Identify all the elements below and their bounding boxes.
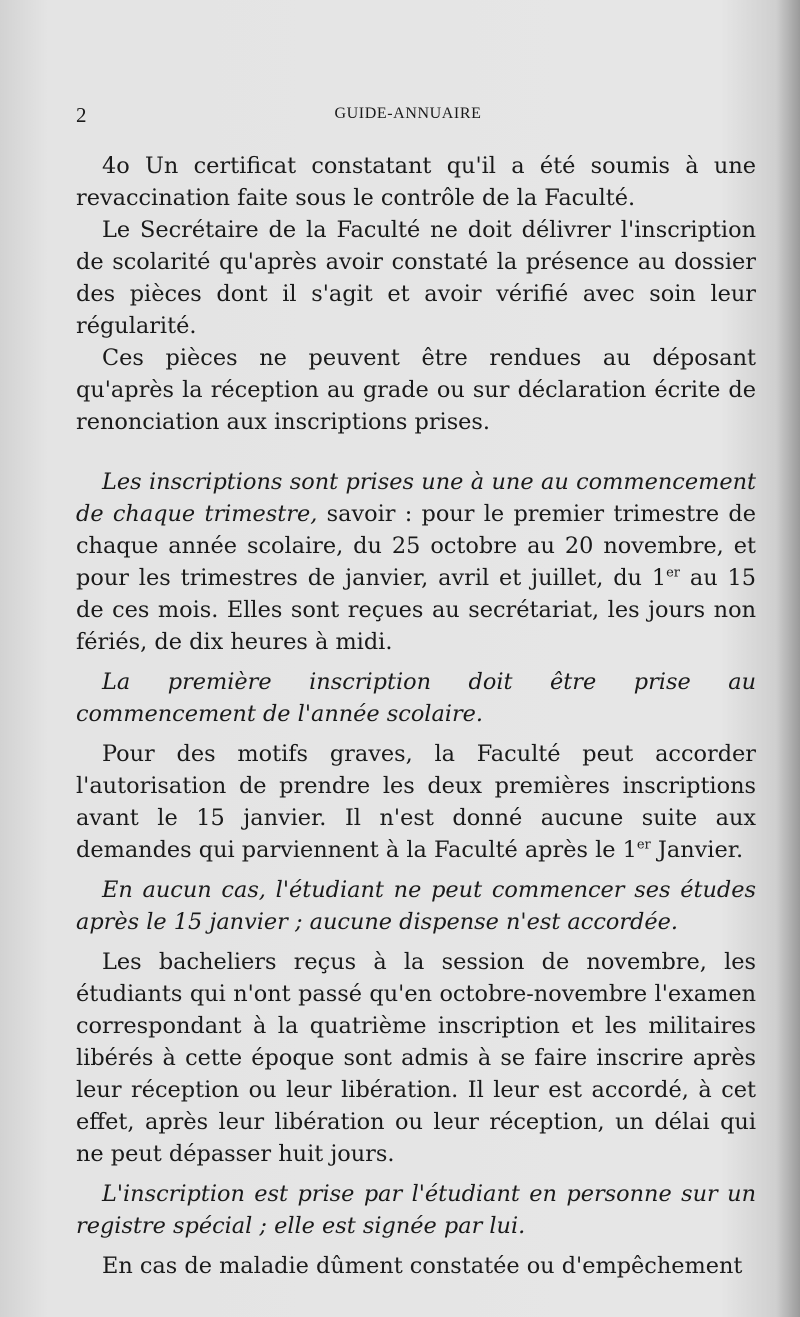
paragraph-motifs-graves <box>76 738 756 866</box>
page-number: 2 <box>76 103 87 127</box>
superscript-er: er <box>636 837 651 853</box>
inscriptions-dates-text-end: au 15 de ces mois. Elles sont reçues au secrétariat, les jours non fériés, de dix heures à midi. <box>76 565 757 655</box>
page-body <box>76 150 756 1282</box>
motifs-graves-text-end: Janvier. <box>650 837 744 863</box>
paragraph-inscriptions-trimestre <box>76 466 756 658</box>
paragraph-bacheliers: Les bacheliers reçus à la session de novembre, les étudiants qui n'ont passé qu'en octobre-novembre l'examen correspondant à la quatrième inscription et les militaires libérés à cette époque sont admis à se faire inscrire après leur réception ou leur libération. Il leur est accordé, à cet effet, après leur libération ou leur réception, un délai qui ne peut dépasser huit jours. <box>76 949 756 1167</box>
page-header <box>76 103 740 133</box>
paragraph-certificat: 4o Un certificat constatant qu'il a été soumis à une revaccination faite sous le contrôle de la Faculté. <box>76 153 756 211</box>
inscriptions-dates-text: savoir : pour le premier trimestre de chaque année scolaire, du 25 octobre au 20 novembre, et pour les trimestres de janvier, avril et juillet, du 1 <box>76 501 756 591</box>
paragraph-premiere-inscription: La première inscription doit être prise au commencement de l'année scolaire. <box>76 669 756 727</box>
inscriptions-italic-lead: Les inscriptions sont prises une à une au commencement de chaque trimestre, <box>76 469 756 527</box>
paragraph-registre: L'inscription est prise par l'étudiant en personne sur un registre spécial ; elle est signée par lui. <box>76 1181 756 1239</box>
superscript-er: er <box>666 565 681 581</box>
running-title: GUIDE-ANNUAIRE <box>334 105 482 122</box>
paragraph-pieces: Ces pièces ne peuvent être rendues au déposant qu'après la réception au grade ou sur déclaration écrite de renonciation aux inscriptions prises. <box>76 345 756 435</box>
motifs-graves-text: Pour des motifs graves, la Faculté peut accorder l'autorisation de prendre les deux premières inscriptions avant le 15 janvier. Il n'est donné aucune suite aux demandes qui parviennent à la Faculté après le 1 <box>76 741 756 863</box>
paragraph-secretaire: Le Secrétaire de la Faculté ne doit délivrer l'inscription de scolarité qu'après avoir constaté la présence au dossier des pièces dont il s'agit et avoir vérifié avec soin leur régularité. <box>76 217 756 339</box>
paragraph-aucun-cas: En aucun cas, l'étudiant ne peut commencer ses études après le 15 janvier ; aucune dispense n'est accordée. <box>76 877 756 935</box>
paragraph-maladie: En cas de maladie dûment constatée ou d'empêchement <box>102 1253 743 1279</box>
